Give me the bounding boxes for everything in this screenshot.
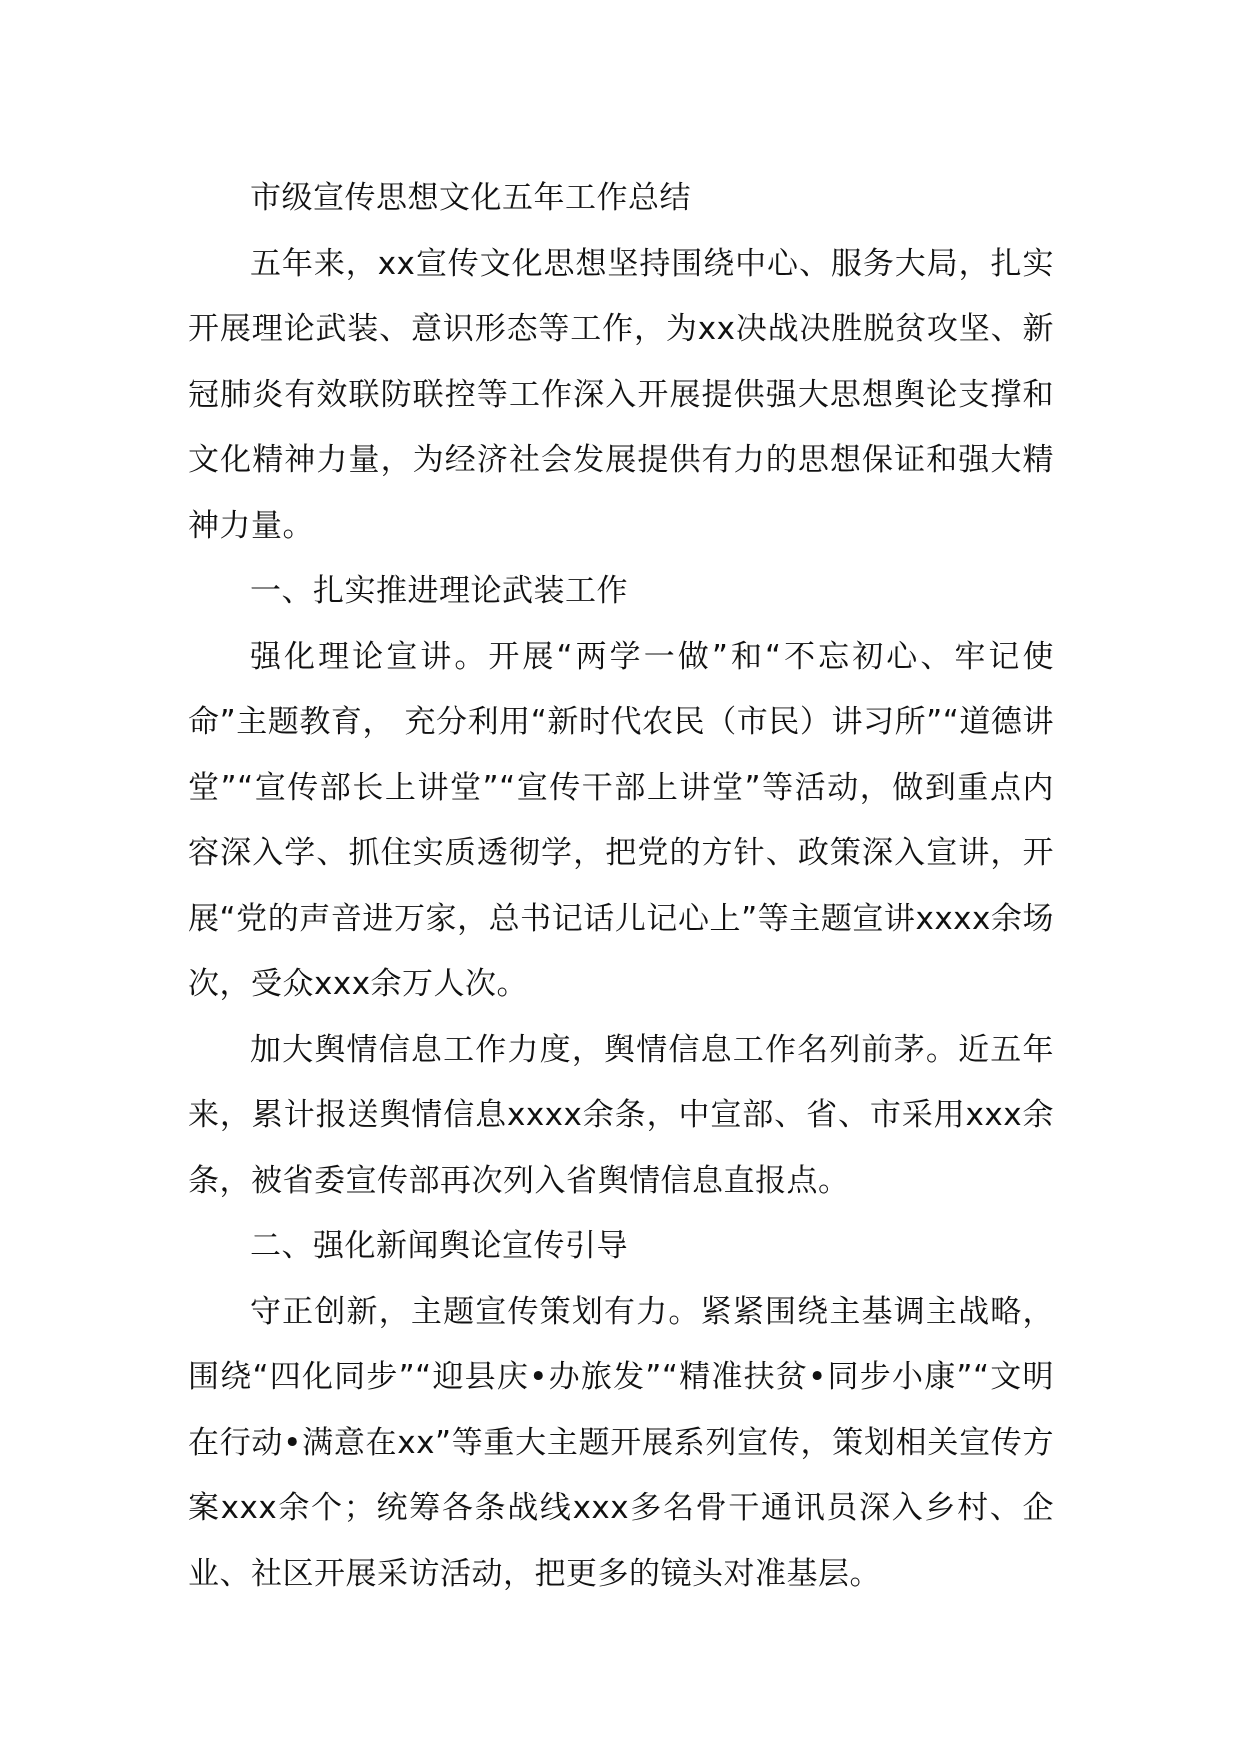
document-body — [188, 166, 1054, 1607]
paragraph-theory-lectures: 强化理论宣讲。开展“两学一做”和“不忘初心、牢记使命”主题教育， 充分利用“新时代农民（市民）讲习所”“道德讲堂”“宣传部长上讲堂”“宣传干部上讲堂”等活动，做到重点内容深入学、抓住实质透彻学，把党的方针、政策深入宣讲，开展“党的声音进万家，总书记话儿记心上”等主题宣讲xxxx余场次，受众xxx余万人次。 — [188, 638, 1054, 1002]
paragraph-theme-publicity: 守正创新，主题宣传策划有力。紧紧围绕主基调主战略，围绕“四化同步”“迎县庆•办旅发”“精准扶贫•同步小康”“文明在行动•满意在xx”等重大主题开展系列宣传，策划相关宣传方案xxx余个；统筹各条战线xxx多名骨干通讯员深入乡村、企业、社区开展采访活动，把更多的镜头对准基层。 — [188, 1293, 1054, 1592]
document-title: 市级宣传思想文化五年工作总结 — [250, 180, 691, 216]
section-heading-theory: 一、扎实推进理论武装工作 — [250, 573, 628, 609]
paragraph-public-opinion-info: 加大舆情信息工作力度，舆情信息工作名列前茅。近五年来，累计报送舆情信息xxxx余条，中宣部、省、市采用xxx余条，被省委宣传部再次列入省舆情信息直报点。 — [188, 1031, 1054, 1199]
section-heading-news: 二、强化新闻舆论宣传引导 — [250, 1228, 628, 1264]
intro-paragraph: 五年来，xx宣传文化思想坚持围绕中心、服务大局，扎实开展理论武装、意识形态等工作，为xx决战决胜脱贫攻坚、新冠肺炎有效联防联控等工作深入开展提供强大思想舆论支撑和文化精神力量，为经济社会发展提供有力的思想保证和强大精神力量。 — [188, 245, 1054, 544]
